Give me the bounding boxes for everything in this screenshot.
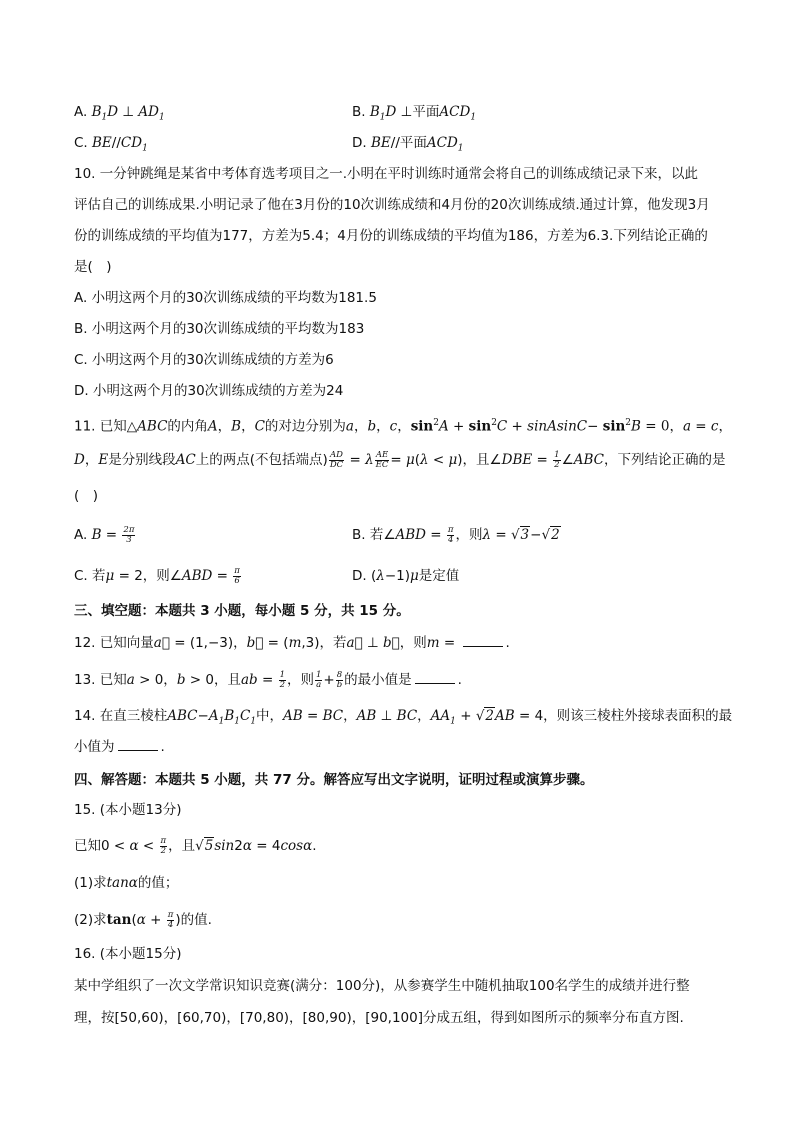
q11-option-b: B. 若∠ABD = $\frac{\pi}{4}$ ，则λ = √3−√2 (352, 524, 560, 545)
q10-option-d: D. 小明这两个月的30次训练成绩的方差为24 (74, 383, 344, 399)
q11-option-a: A. B = $\frac{2\pi}{3}$ (74, 524, 135, 545)
q11-option-c: C. 若μ = 2，则∠ABD = $\frac{\pi}{6}$ (74, 565, 240, 586)
q10-option-c: C. 小明这两个月的30次训练成绩的方差为6 (74, 352, 334, 368)
q15-header: 15. (本小题13分) (74, 802, 182, 818)
q10-stem-line1: 10. 一分钟跳绳是某省中考体育选考项目之一.小明在平时训练时通常会将自己的训练成绩记录下来，以此 (74, 166, 699, 182)
q10-option-b: B. 小明这两个月的30次训练成绩的平均数为183 (74, 321, 365, 337)
q16-stem-line2: 理，按[50,60)，[60,70)，[70,80)，[80,90)，[90,100]分成五组，得到如图所示的频率分布直方图. (74, 1010, 684, 1026)
q9-option-b: B. $B_1D$ ⊥平面$ACD_1$ (352, 104, 477, 123)
q10-stem-line3: 份的训练成绩的平均值为177，方差为5.4；4月份的训练成绩的平均值为186，方差为6.3.下列结论正确的 (74, 228, 708, 244)
q11-stem-line2: D，E是分别线段AC上的两点(不包括端点) $\frac{AD}{DC}$ = λ $\frac{AE}{EC}$ = μ(λ < μ)，且∠DBE = $\frac{1}{2}$ ∠ABC，下列结论正确的是 (74, 449, 726, 470)
q15-part1: (1)求tanα的值； (74, 875, 179, 891)
q15-part2: (2)求tan(α + $\frac{\pi}{4}$ )的值. (74, 909, 212, 930)
q11-paren: ( ) (74, 488, 99, 504)
answer-blank[interactable] (463, 634, 503, 647)
section-fill-in-blank-heading: 三、填空题：本题共 3 小题，每小题 5 分，共 15 分。 (74, 603, 410, 619)
q10-stem-line2: 评估自己的训练成果.小明记录了他在3月份的10次训练成绩和4月份的20次训练成绩.通过计算，他发现3月 (74, 197, 710, 213)
q9-option-c: C. $BE//CD_1$ (74, 135, 148, 154)
q13-stem: 13. 已知a > 0，b > 0，且ab = $\frac{1}{2}$ ，则 $\frac{1}{a}$ + $\frac{8}{b}$ 的最小值是 . (74, 669, 462, 690)
q11-option-d: D. (λ−1)μ是定值 (352, 568, 460, 584)
section-solution-heading: 四、解答题：本题共 5 小题，共 77 分。解答应写出文字说明，证明过程或演算步骤。 (74, 772, 594, 788)
q16-stem-line1: 某中学组织了一次文学常识知识竞赛(满分：100分)，从参赛学生中随机抽取100名学生的成绩并进行整 (74, 978, 690, 994)
answer-blank[interactable] (415, 671, 455, 684)
answer-blank[interactable] (118, 738, 158, 751)
q9-option-d: D. BE//平面$ACD_1$ (352, 135, 464, 154)
q10-option-a: A. 小明这两个月的30次训练成绩的平均数为181.5 (74, 290, 377, 306)
q14-stem-line2: 小值为 . (74, 739, 165, 755)
q10-stem-line4: 是( ) (74, 259, 112, 275)
q16-header: 16. (本小题15分) (74, 946, 182, 962)
q15-stem: 已知0 < α < $\frac{\pi}{2}$ ，且√5sin2α = 4cosα. (74, 835, 317, 856)
q9-option-a: A. $B_1D$ ⊥ $AD_1$ (74, 104, 165, 123)
q11-stem-line1: 11. 已知△ABC的内角A，B，C的对边分别为a，b，c，$\sin^2A + \sin^2C$ + sinAsinC− $\sin^2B = 0$，a = c， (74, 418, 732, 435)
q12-stem: 12. 已知向量a⃗ = (1,−3)，b⃗ = (m,3)，若a⃗ ⊥ b⃗，则m = . (74, 635, 510, 651)
q14-stem-line1: 14. 在直三棱柱$ABC-A_1B_1C_1$中，AB = BC，AB ⊥ BC，$AA_1 + √2AB = 4$，则该三棱柱外接球表面积的最 (74, 708, 733, 727)
